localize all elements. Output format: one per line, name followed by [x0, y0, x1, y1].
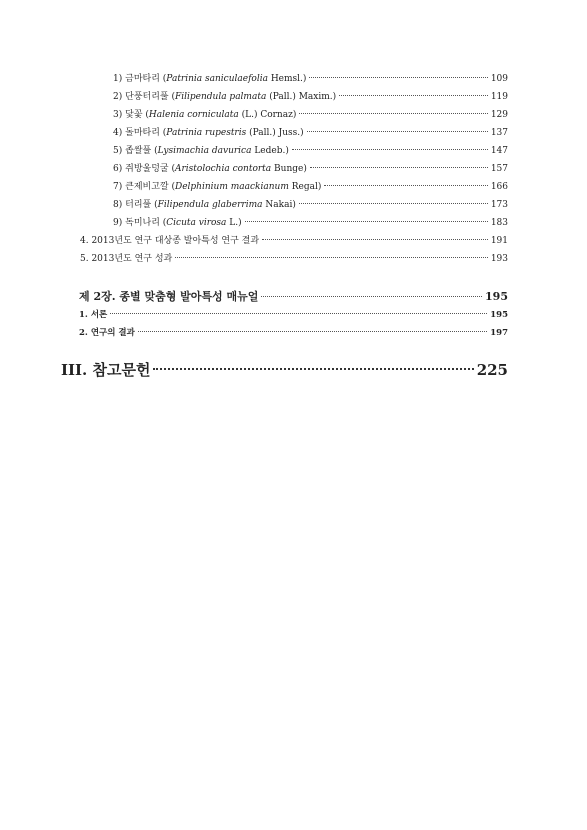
dot-leader — [292, 149, 488, 150]
toc-section-item[interactable] — [79, 326, 508, 338]
dot-leader — [110, 313, 487, 314]
toc-page-number: 197 — [490, 328, 508, 338]
toc-item-title: 6) 쥐방울덩굴 (Aristolochia contorta Bunge) — [113, 164, 307, 174]
toc-page-number: 195 — [485, 290, 508, 303]
toc-page-number: 147 — [490, 146, 508, 156]
toc-item-title: 4. 2013년도 연구 대상종 발아특성 연구 결과 — [80, 236, 260, 246]
toc-part-item[interactable] — [61, 359, 508, 380]
toc-species-item[interactable] — [113, 215, 508, 228]
toc-page-number: 191 — [490, 236, 508, 246]
toc-page-number: 173 — [490, 200, 508, 210]
toc-page-number: 119 — [490, 92, 508, 102]
toc-part-title: III. 참고문헌 — [61, 361, 151, 379]
toc-section-item[interactable] — [79, 308, 508, 320]
dot-leader — [310, 167, 488, 168]
toc-species-item[interactable] — [113, 161, 508, 174]
dot-leader — [299, 203, 488, 204]
toc-chapter-title: 제 2장. 종별 맞춤형 발아특성 매뉴얼 — [79, 290, 259, 303]
dot-leader — [138, 331, 487, 332]
toc-species-item[interactable] — [113, 107, 508, 120]
dot-leader — [324, 185, 487, 186]
toc-page-number: 183 — [490, 218, 508, 228]
toc-item-title: 8) 터리풀 (Filipendula glaberrima Nakai) — [113, 200, 296, 210]
toc-species-item[interactable] — [113, 179, 508, 192]
dot-leader — [245, 221, 488, 222]
toc-page-number: 129 — [490, 110, 508, 120]
toc-page-number: 225 — [476, 361, 508, 379]
toc-species-item[interactable] — [113, 143, 508, 156]
toc-item-title: 5) 좁쌀풀 (Lysimachia davurica Ledeb.) — [113, 146, 289, 156]
toc-species-item[interactable] — [113, 125, 508, 138]
toc-page-number: 193 — [490, 254, 508, 264]
toc-item-title: 5. 2013년도 연구 성과 — [80, 254, 173, 264]
toc-page-number: 157 — [490, 164, 508, 174]
dot-leader — [153, 368, 473, 370]
toc-section-item[interactable] — [80, 251, 508, 264]
toc-item-title: 7) 큰제비고깔 (Delphinium maackianum Regal) — [113, 182, 322, 192]
toc-page-number: 137 — [490, 128, 508, 138]
toc-species-item[interactable] — [113, 71, 508, 84]
dot-leader — [299, 113, 487, 114]
toc-item-title: 9) 독미나리 (Cicuta virosa L.) — [113, 218, 242, 228]
dot-leader — [175, 257, 488, 258]
dot-leader — [309, 77, 487, 78]
dot-leader — [307, 131, 488, 132]
toc-page-number: 166 — [490, 182, 508, 192]
toc-item-title: 4) 돌마타리 (Patrinia rupestris (Pall.) Juss.) — [113, 128, 304, 138]
dot-leader — [262, 239, 488, 240]
toc-chapter-item[interactable] — [79, 288, 508, 304]
toc-item-title: 2. 연구의 결과 — [79, 328, 135, 338]
toc-item-title: 2) 단풍터리풀 (Filipendula palmata (Pall.) Maxim.) — [113, 92, 337, 102]
toc-species-item[interactable] — [113, 89, 508, 102]
toc-item-title: 3) 닻꽃 (Halenia corniculata (L.) Cornaz) — [113, 110, 297, 120]
toc-page-number: 109 — [490, 74, 508, 84]
dot-leader — [261, 296, 482, 297]
toc-section-item[interactable] — [80, 233, 508, 246]
dot-leader — [339, 95, 488, 96]
toc-item-title: 1. 서론 — [79, 310, 108, 320]
toc-species-item[interactable] — [113, 197, 508, 210]
toc-page-number: 195 — [490, 310, 508, 320]
toc-item-title: 1) 금마타리 (Patrinia saniculaefolia Hemsl.) — [113, 74, 307, 84]
